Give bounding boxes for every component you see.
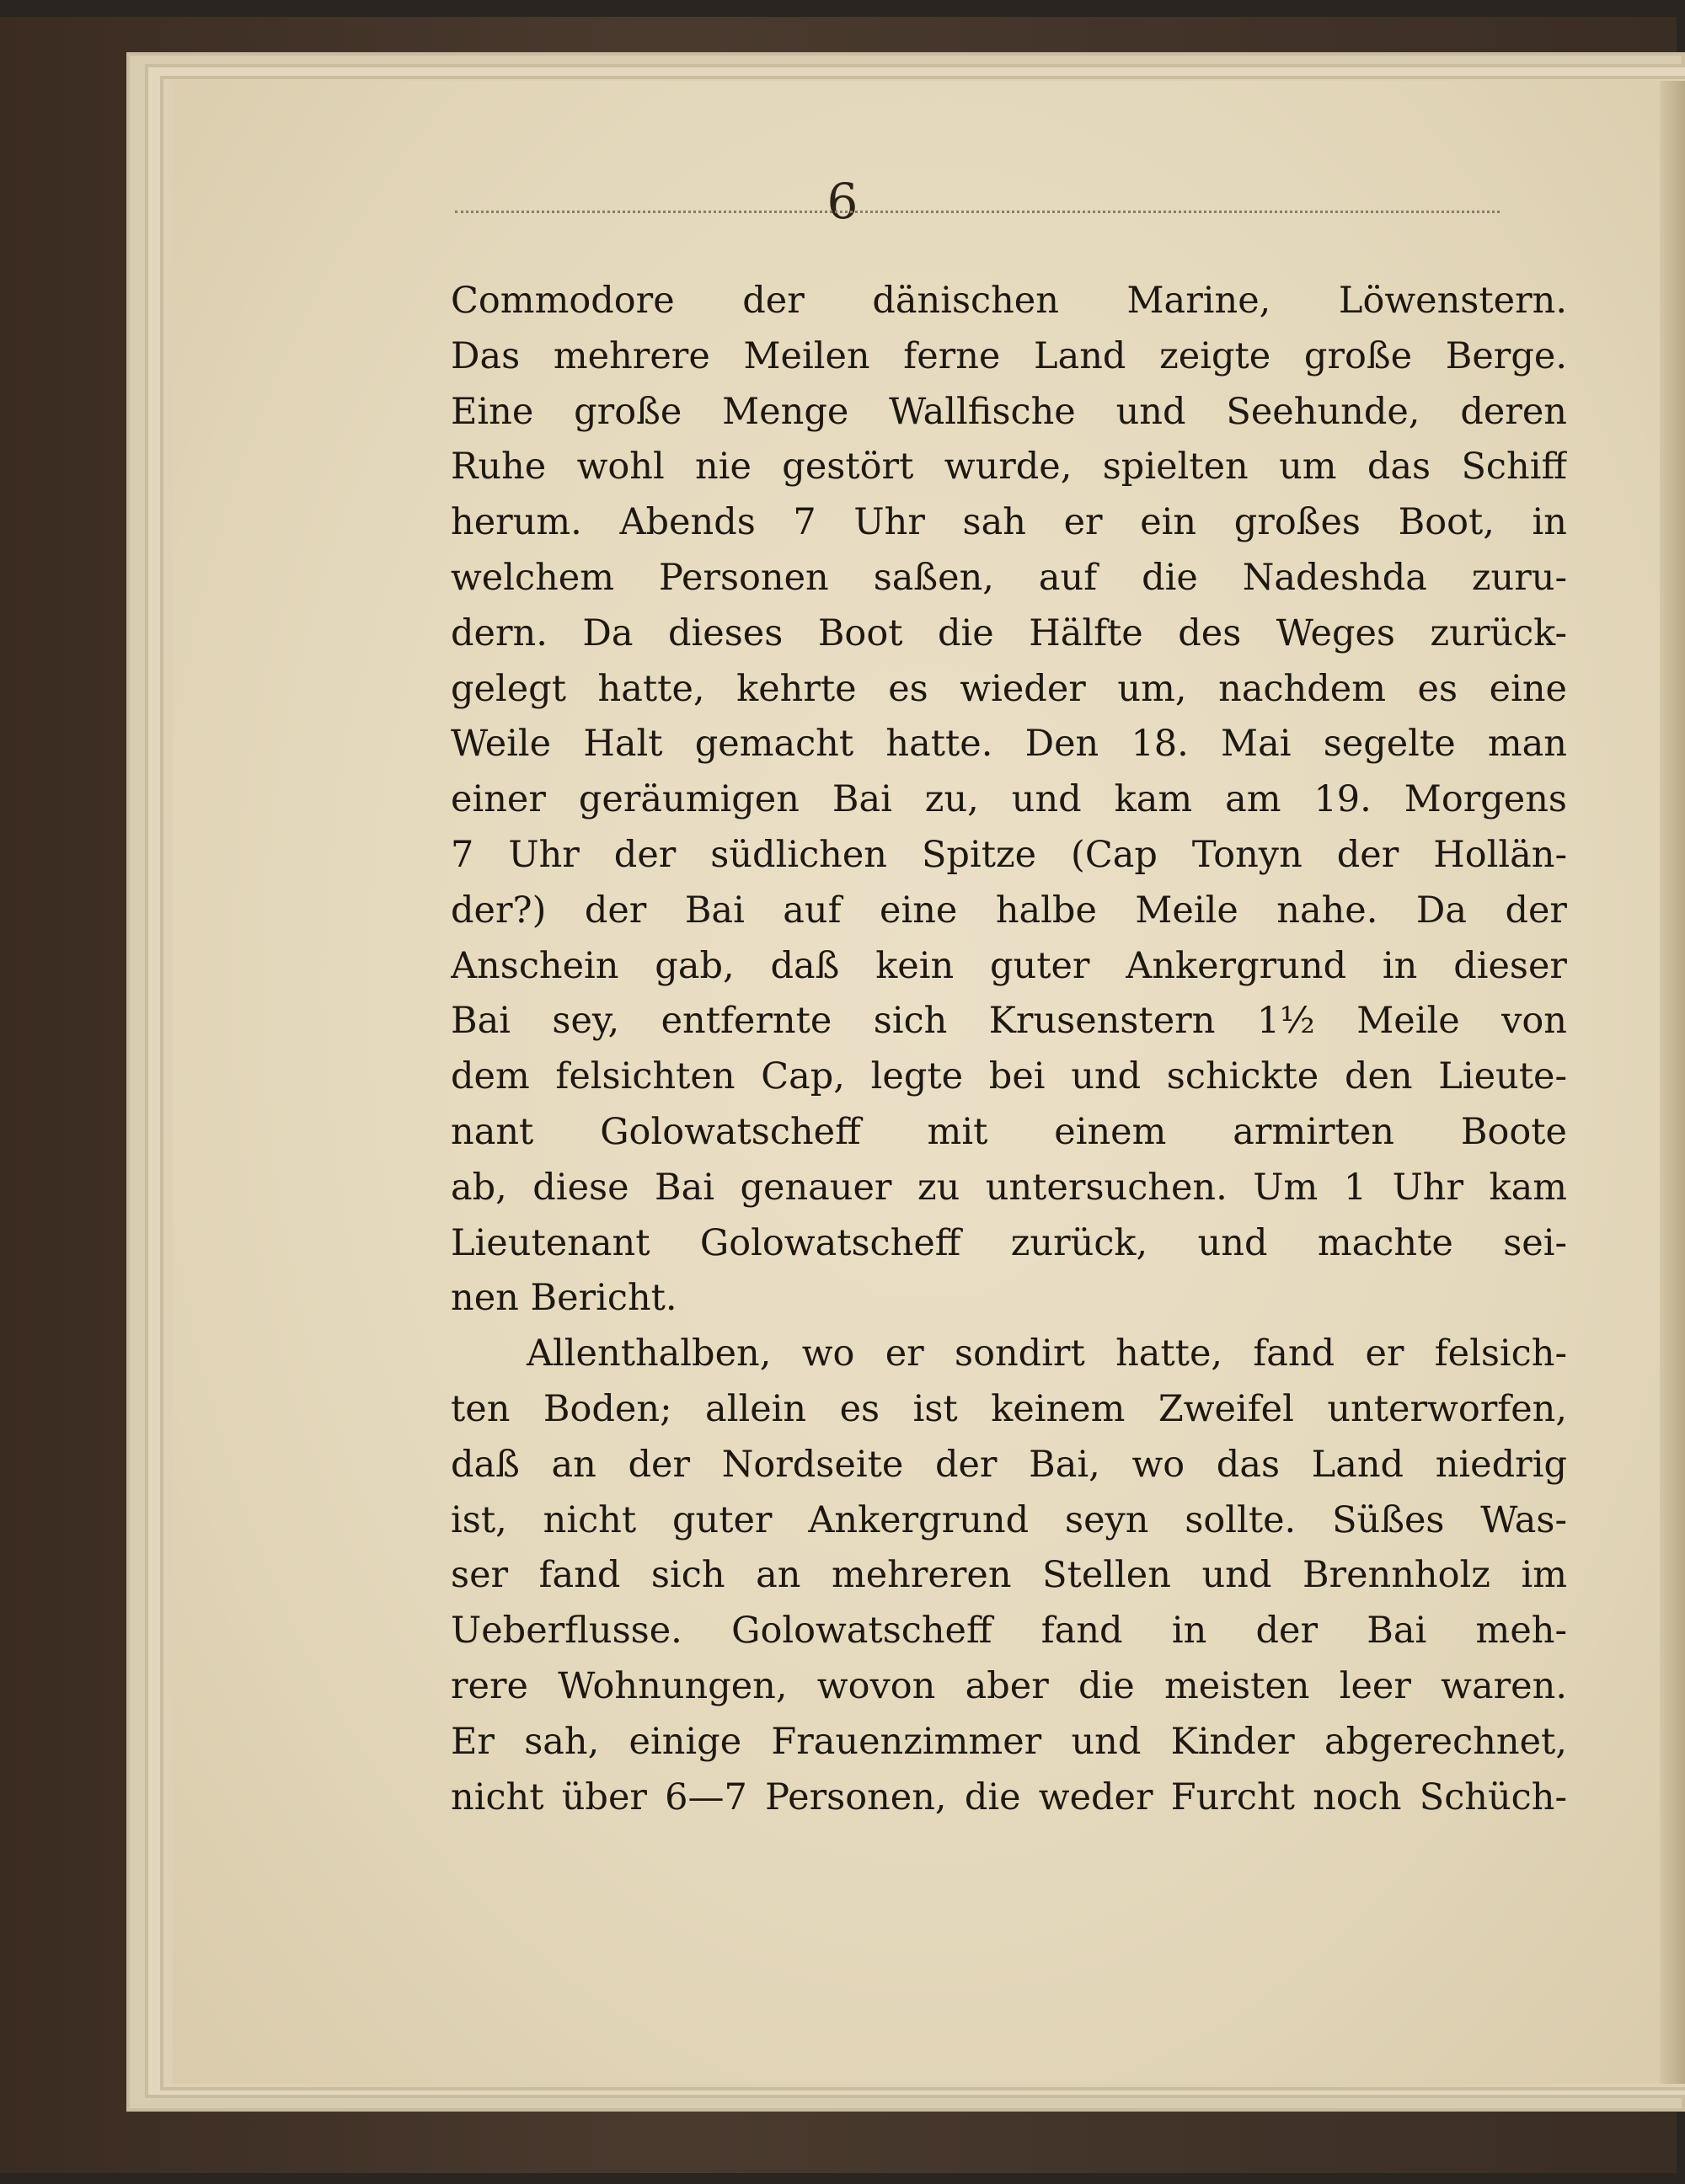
header-rule: [455, 211, 1500, 213]
text-line: Allenthalben, wo er sondirt hatte, fand er felsich-: [527, 1332, 1567, 1375]
text-line: Er sah, einige Frauenzimmer und Kinder abgerechnet,: [451, 1720, 1567, 1763]
text-line: nen Bericht.: [451, 1277, 677, 1320]
text-line: welchem Personen saßen, auf die Nadeshda zuru-: [451, 556, 1567, 599]
body-text: [451, 274, 1567, 1825]
text-line: ten Boden; allein es ist keinem Zweifel unterworfen,: [451, 1387, 1567, 1430]
text-line: 7 Uhr der südlichen Spitze (Cap Tonyn der Hollän-: [451, 833, 1567, 876]
text-line: nant Golowatscheff mit einem armirten Boote: [451, 1110, 1567, 1153]
text-line: Lieutenant Golowatscheff zurück, und machte sei-: [451, 1221, 1567, 1264]
text-line: ab, diese Bai genauer zu untersuchen. Um 1 Uhr kam: [451, 1166, 1567, 1209]
text-line: herum. Abends 7 Uhr sah er ein großes Boot, in: [451, 501, 1567, 544]
text-line: Anschein gab, daß kein guter Ankergrund in dieser: [451, 944, 1567, 987]
text-line: der?) der Bai auf eine halbe Meile nahe. Da der: [451, 889, 1567, 932]
text-line: Weile Halt gemacht hatte. Den 18. Mai segelte man: [451, 723, 1567, 766]
text-line: ser fand sich an mehreren Stellen und Brennholz im: [451, 1554, 1567, 1597]
text-line: Das mehrere Meilen ferne Land zeigte große Berge.: [451, 334, 1567, 377]
text-line: gelegt hatte, kehrte es wieder um, nachdem es eine: [451, 667, 1567, 710]
text-line: einer geräumigen Bai zu, und kam am 19. Morgens: [451, 778, 1567, 821]
text-line: dem felsichten Cap, legte bei und schickte den Lieute-: [451, 1055, 1567, 1098]
page-number: 6: [826, 173, 859, 230]
text-line: Commodore der dänischen Marine, Löwenstern.: [451, 280, 1567, 322]
text-line: dern. Da dieses Boot die Hälfte des Weges zurück-: [451, 611, 1567, 654]
text-line: ist, nicht guter Ankergrund seyn sollte. Süßes Was-: [451, 1498, 1567, 1541]
facing-page-edge: [1660, 81, 1685, 2084]
text-line: Ruhe wohl nie gestört wurde, spielten um das Schiff: [451, 446, 1567, 489]
text-line: rere Wohnungen, wovon aber die meisten leer waren.: [451, 1664, 1567, 1707]
text-line: Ueberflusse. Golowatscheff fand in der Bai meh-: [451, 1610, 1567, 1653]
text-line: nicht über 6—7 Personen, die weder Furcht noch Schüch-: [451, 1776, 1567, 1818]
text-line: Bai sey, entfernte sich Krusenstern 1½ Meile von: [451, 1000, 1567, 1043]
text-line: Eine große Menge Wallfische und Seehunde, deren: [451, 390, 1567, 433]
text-line: daß an der Nordseite der Bai, wo das Land niedrig: [451, 1443, 1567, 1486]
